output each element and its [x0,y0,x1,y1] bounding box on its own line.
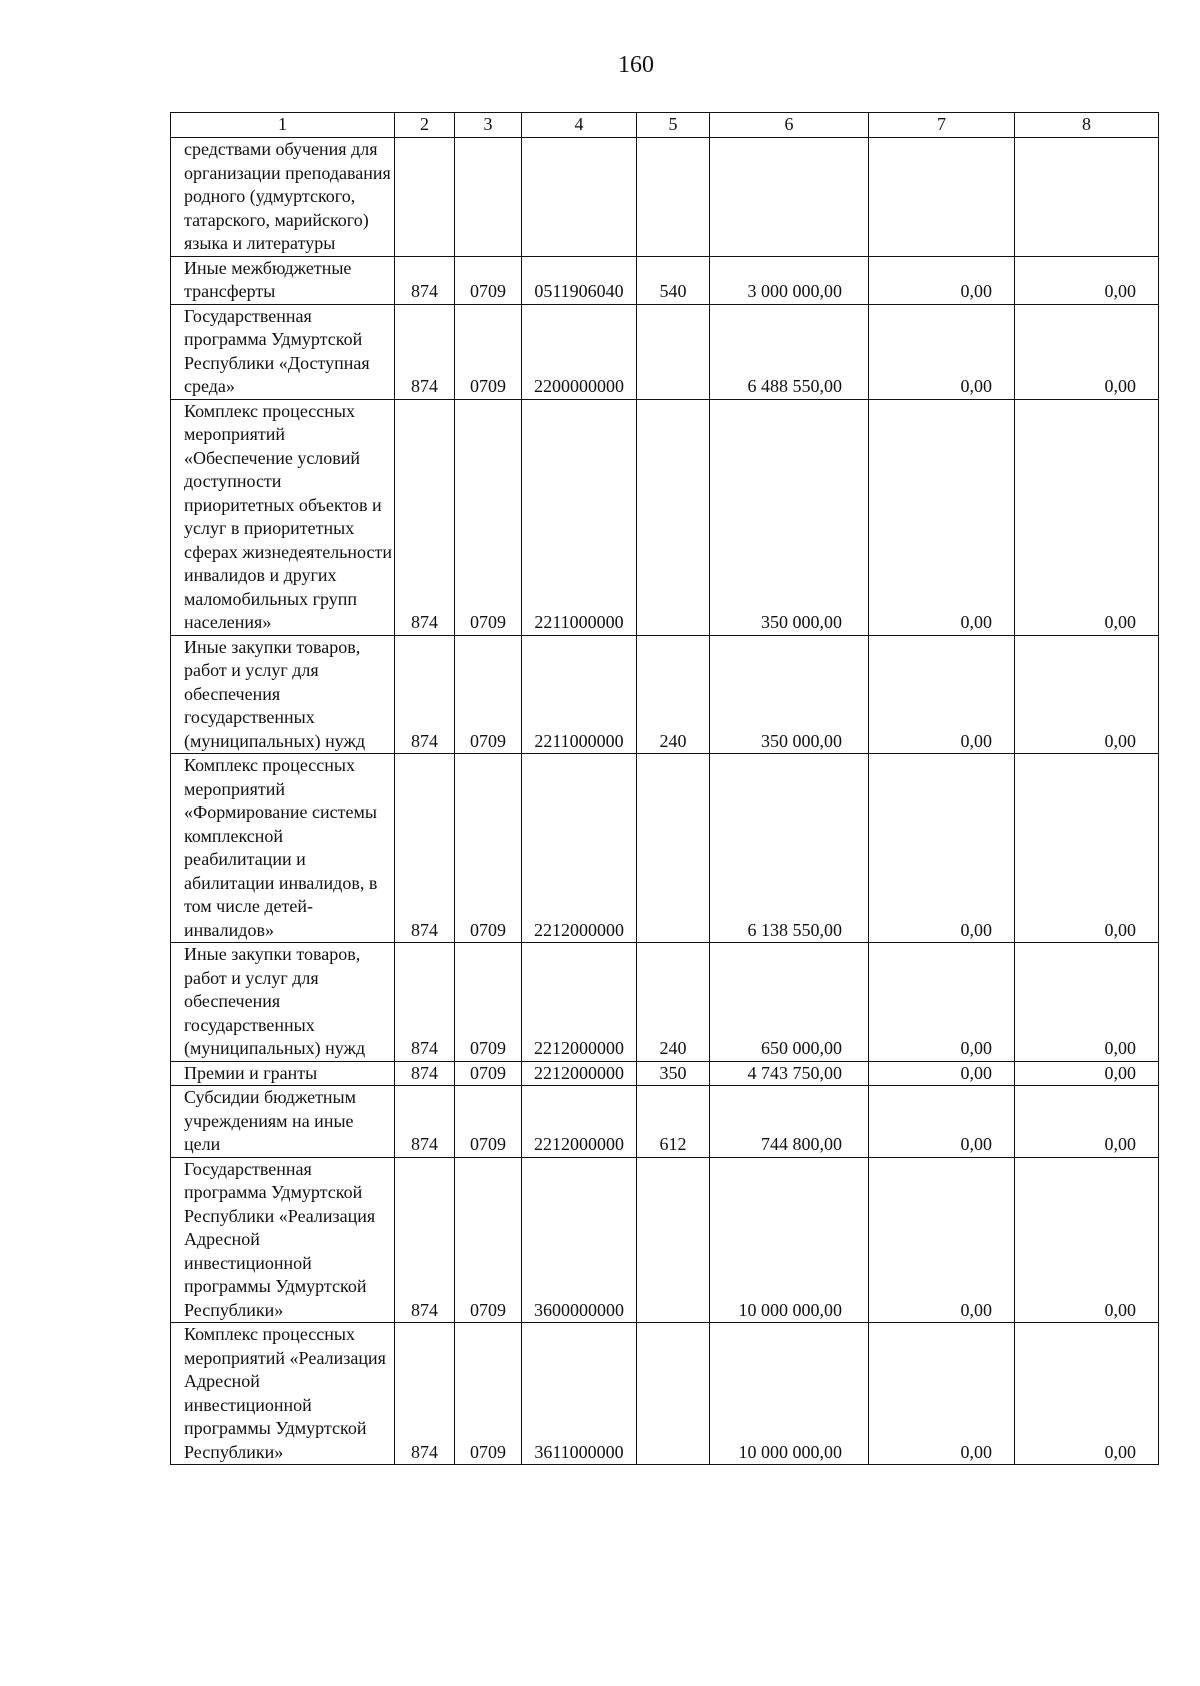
column-header: 7 [869,113,1015,138]
cell-section-code: 0709 [455,754,522,943]
row-name: Комплекс процессных мероприятий «Реализация Адресной инвестиционной программы Удмуртской Республики» [171,1323,395,1465]
cell-amount-year3: 0,00 [1015,1323,1159,1465]
cell-ministry-code: 874 [395,754,455,943]
cell-section-code: 0709 [455,1086,522,1158]
cell-amount-year1: 10 000 000,00 [710,1157,869,1323]
cell-target-article: 2212000000 [522,1061,637,1086]
cell-ministry-code: 874 [395,943,455,1062]
cell-ministry-code [395,138,455,257]
cell-amount-year2: 0,00 [869,399,1015,635]
column-header: 6 [710,113,869,138]
budget-table [170,112,1159,1465]
cell-target-article: 2211000000 [522,399,637,635]
cell-amount-year2: 0,00 [869,304,1015,399]
table-row [171,138,1159,257]
row-name: Комплекс процессных мероприятий «Формирование системы комплексной реабилитации и абилитации инвалидов, в том числе детей-инвалидов» [171,754,395,943]
cell-section-code: 0709 [455,399,522,635]
cell-amount-year1: 6 138 550,00 [710,754,869,943]
column-header: 3 [455,113,522,138]
cell-target-article: 2212000000 [522,754,637,943]
cell-amount-year3: 0,00 [1015,1086,1159,1158]
cell-amount-year2: 0,00 [869,754,1015,943]
cell-expense-type: 540 [637,256,710,304]
cell-amount-year3: 0,00 [1015,635,1159,754]
cell-amount-year3: 0,00 [1015,1157,1159,1323]
cell-expense-type [637,1323,710,1465]
cell-amount-year2: 0,00 [869,1323,1015,1465]
row-name: Государственная программа Удмуртской Республики «Доступная среда» [171,304,395,399]
column-header: 1 [171,113,395,138]
cell-amount-year3: 0,00 [1015,943,1159,1062]
table-row [171,635,1159,754]
cell-amount-year1: 650 000,00 [710,943,869,1062]
table-row [171,754,1159,943]
table-row [171,399,1159,635]
cell-section-code: 0709 [455,304,522,399]
cell-section-code: 0709 [455,256,522,304]
row-name: Иные закупки товаров, работ и услуг для обеспечения государственных (муниципальных) нужд [171,943,395,1062]
cell-target-article: 0511906040 [522,256,637,304]
cell-amount-year2 [869,138,1015,257]
cell-expense-type: 350 [637,1061,710,1086]
cell-target-article: 2212000000 [522,943,637,1062]
table-row [171,304,1159,399]
cell-amount-year3: 0,00 [1015,256,1159,304]
cell-section-code: 0709 [455,943,522,1062]
cell-ministry-code: 874 [395,1157,455,1323]
cell-ministry-code: 874 [395,1323,455,1465]
cell-amount-year3: 0,00 [1015,754,1159,943]
cell-amount-year1: 4 743 750,00 [710,1061,869,1086]
cell-ministry-code: 874 [395,256,455,304]
cell-amount-year2: 0,00 [869,943,1015,1062]
row-name: Иные межбюджетные трансферты [171,256,395,304]
cell-amount-year3: 0,00 [1015,399,1159,635]
cell-amount-year1 [710,138,869,257]
cell-expense-type: 612 [637,1086,710,1158]
cell-amount-year1: 350 000,00 [710,399,869,635]
cell-section-code [455,138,522,257]
cell-target-article: 2200000000 [522,304,637,399]
cell-target-article: 2211000000 [522,635,637,754]
table-row [171,1157,1159,1323]
cell-ministry-code: 874 [395,1086,455,1158]
cell-amount-year3 [1015,138,1159,257]
cell-amount-year1: 10 000 000,00 [710,1323,869,1465]
cell-expense-type [637,754,710,943]
cell-amount-year3: 0,00 [1015,304,1159,399]
cell-expense-type [637,138,710,257]
cell-amount-year2: 0,00 [869,1157,1015,1323]
table-row [171,943,1159,1062]
cell-amount-year2: 0,00 [869,635,1015,754]
cell-section-code: 0709 [455,1323,522,1465]
cell-amount-year2: 0,00 [869,256,1015,304]
cell-expense-type [637,304,710,399]
cell-section-code: 0709 [455,1061,522,1086]
cell-target-article: 3600000000 [522,1157,637,1323]
table-row [171,1323,1159,1465]
cell-target-article: 2212000000 [522,1086,637,1158]
cell-section-code: 0709 [455,1157,522,1323]
column-header: 8 [1015,113,1159,138]
cell-expense-type [637,1157,710,1323]
cell-target-article: 3611000000 [522,1323,637,1465]
cell-amount-year1: 350 000,00 [710,635,869,754]
cell-amount-year1: 6 488 550,00 [710,304,869,399]
cell-expense-type: 240 [637,943,710,1062]
row-name: Иные закупки товаров, работ и услуг для обеспечения государственных (муниципальных) нужд [171,635,395,754]
cell-amount-year1: 744 800,00 [710,1086,869,1158]
row-name: Комплекс процессных мероприятий «Обеспечение условий доступности приоритетных объектов и услуг в приоритетных сферах жизнедеятельности инвалидов и других маломобильных групп населения» [171,399,395,635]
row-name: Премии и гранты [171,1061,395,1086]
column-header: 2 [395,113,455,138]
cell-section-code: 0709 [455,635,522,754]
table-row [171,1086,1159,1158]
cell-ministry-code: 874 [395,635,455,754]
header-row [171,113,1159,138]
table-row [171,1061,1159,1086]
cell-ministry-code: 874 [395,399,455,635]
row-name: Государственная программа Удмуртской Республики «Реализация Адресной инвестиционной программы Удмуртской Республики» [171,1157,395,1323]
cell-expense-type [637,399,710,635]
table-row [171,256,1159,304]
cell-target-article [522,138,637,257]
column-header: 5 [637,113,710,138]
row-name: Субсидии бюджетным учреждениям на иные цели [171,1086,395,1158]
cell-amount-year3: 0,00 [1015,1061,1159,1086]
column-header: 4 [522,113,637,138]
cell-amount-year2: 0,00 [869,1086,1015,1158]
cell-ministry-code: 874 [395,1061,455,1086]
cell-amount-year2: 0,00 [869,1061,1015,1086]
cell-amount-year1: 3 000 000,00 [710,256,869,304]
cell-ministry-code: 874 [395,304,455,399]
row-name: средствами обучения для организации преподавания родного (удмуртского, татарского, марийского) языка и литературы [171,138,395,257]
cell-expense-type: 240 [637,635,710,754]
page-number: 160 [618,52,654,78]
